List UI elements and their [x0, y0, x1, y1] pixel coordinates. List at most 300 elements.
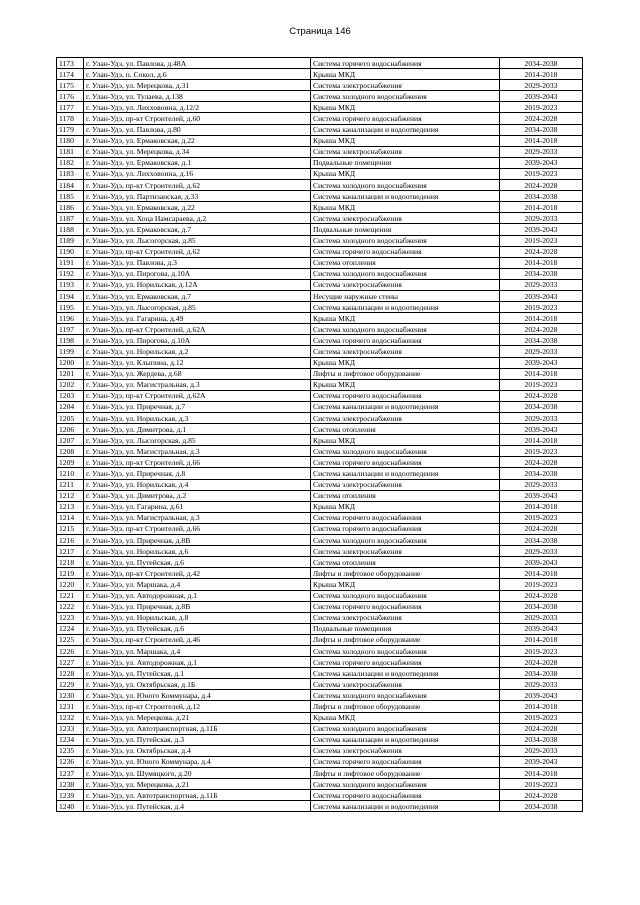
row-period: 2034-2038 [500, 601, 583, 612]
row-period: 2029-2033 [500, 80, 583, 91]
row-address: г. Улан-Удэ, ул. Мерецкова, д.34 [84, 146, 311, 157]
row-system: Система горячего водоснабжения [311, 390, 500, 401]
row-period: 2039-2043 [500, 557, 583, 568]
row-system: Система отопления [311, 257, 500, 268]
row-period: 2039-2043 [500, 91, 583, 102]
table-row [57, 590, 583, 601]
row-period: 2024-2028 [500, 723, 583, 734]
row-number: 1191 [57, 257, 84, 268]
row-number: 1210 [57, 468, 84, 479]
row-period: 2019-2023 [500, 712, 583, 723]
row-number: 1183 [57, 168, 84, 179]
row-period: 2029-2033 [500, 745, 583, 756]
row-number: 1214 [57, 512, 84, 523]
row-period: 2024-2028 [500, 790, 583, 801]
row-system: Система горячего водоснабжения [311, 657, 500, 668]
table-row [57, 768, 583, 779]
table-row [57, 701, 583, 712]
table-row [57, 745, 583, 756]
table-row [57, 324, 583, 335]
row-period: 2014-2018 [500, 135, 583, 146]
table-row [57, 601, 583, 612]
table-row [57, 80, 583, 91]
row-number: 1182 [57, 157, 84, 168]
row-number: 1218 [57, 557, 84, 568]
table-row [57, 579, 583, 590]
row-address: г. Улан-Удэ, ул. Норильская, д.8 [84, 612, 311, 623]
row-system: Система электроснабжения [311, 279, 500, 290]
row-address: г. Улан-Удэ, ул. Пирогова, д.10А [84, 268, 311, 279]
row-number: 1234 [57, 734, 84, 745]
row-period: 2024-2028 [500, 657, 583, 668]
row-address: г. Улан-Удэ, пр-кт Строителей, д.60 [84, 113, 311, 124]
row-address: г. Улан-Удэ, ул. Октябрьская, д.1Б [84, 679, 311, 690]
table-row [57, 413, 583, 424]
row-system: Система канализации и водоотведения [311, 468, 500, 479]
row-system: Система канализации и водоотведения [311, 801, 500, 812]
table-row [57, 279, 583, 290]
row-address: г. Улан-Удэ, ул. Хоца Намсараева, д.2 [84, 213, 311, 224]
row-address: г. Улан-Удэ, ул. Ермаковская, д.22 [84, 202, 311, 213]
row-period: 2039-2043 [500, 756, 583, 767]
row-address: г. Улан-Удэ, ул. Автодорожная, д.1 [84, 590, 311, 601]
row-period: 2019-2023 [500, 779, 583, 790]
row-number: 1237 [57, 768, 84, 779]
row-period: 2034-2038 [500, 124, 583, 135]
table-row [57, 568, 583, 579]
row-period: 2029-2033 [500, 612, 583, 623]
row-system: Лифты и лифтовое оборудование [311, 568, 500, 579]
row-number: 1205 [57, 413, 84, 424]
row-period: 2014-2018 [500, 768, 583, 779]
row-number: 1220 [57, 579, 84, 590]
row-system: Система канализации и водоотведения [311, 668, 500, 679]
row-number: 1197 [57, 324, 84, 335]
row-address: г. Улан-Удэ, ул. Ермаковская, д.7 [84, 290, 311, 301]
row-system: Крыша МКД [311, 712, 500, 723]
row-period: 2029-2033 [500, 679, 583, 690]
table-row [57, 390, 583, 401]
row-period: 2014-2018 [500, 501, 583, 512]
row-number: 1208 [57, 446, 84, 457]
row-address: г. Улан-Удэ, ул. Юного Коммунара, д.4 [84, 756, 311, 767]
row-address: г. Улан-Удэ, ул. Приречная, д.8 [84, 468, 311, 479]
row-system: Лифты и лифтовое оборудование [311, 768, 500, 779]
row-period: 2029-2033 [500, 213, 583, 224]
row-address: г. Улан-Удэ, ул. Димитрова, д.1 [84, 424, 311, 435]
table-row [57, 290, 583, 301]
row-address: г. Улан-Удэ, ул. Путейская, д.6 [84, 623, 311, 634]
table-row [57, 690, 583, 701]
row-number: 1224 [57, 623, 84, 634]
row-address: г. Улан-Удэ, ул. Магистральная, д.3 [84, 512, 311, 523]
row-period: 2014-2018 [500, 69, 583, 80]
row-address: г. Улан-Удэ, ул. Норильская, д.6 [84, 546, 311, 557]
row-period: 2039-2043 [500, 357, 583, 368]
table-row [57, 401, 583, 412]
row-number: 1209 [57, 457, 84, 468]
table-row [57, 457, 583, 468]
row-number: 1184 [57, 180, 84, 191]
row-number: 1216 [57, 535, 84, 546]
row-address: г. Улан-Удэ, ул. Пирогова, д.10А [84, 335, 311, 346]
page-title: Страница 146 [289, 26, 351, 37]
row-address: г. Улан-Удэ, ул. Павлова, д.3 [84, 257, 311, 268]
table-row [57, 679, 583, 690]
row-system: Система холодного водоснабжения [311, 235, 500, 246]
row-system: Система канализации и водоотведения [311, 734, 500, 745]
row-address: г. Улан-Удэ, ул. Мерецкова, д.21 [84, 779, 311, 790]
row-period: 2039-2043 [500, 290, 583, 301]
row-period: 2024-2028 [500, 390, 583, 401]
table-row [57, 224, 583, 235]
row-number: 1181 [57, 146, 84, 157]
row-address: г. Улан-Удэ, ул. Партизанская, д.33 [84, 191, 311, 202]
row-period: 2019-2023 [500, 379, 583, 390]
row-system: Система электроснабжения [311, 413, 500, 424]
row-address: г. Улан-Удэ, ул. Норильская, д.12А [84, 279, 311, 290]
table-row [57, 790, 583, 801]
row-address: г. Улан-Удэ, ул. Приречная, д.8В [84, 535, 311, 546]
row-system: Крыша МКД [311, 357, 500, 368]
row-number: 1229 [57, 679, 84, 690]
row-period: 2029-2033 [500, 479, 583, 490]
row-address: г. Улан-Удэ, ул. Автодорожная, д.1 [84, 657, 311, 668]
row-address: г. Улан-Удэ, ул. Норильская, д.3 [84, 413, 311, 424]
row-system: Система холодного водоснабжения [311, 690, 500, 701]
table-row [57, 779, 583, 790]
row-period: 2029-2033 [500, 413, 583, 424]
row-number: 1213 [57, 501, 84, 512]
row-system: Система холодного водоснабжения [311, 91, 500, 102]
row-number: 1203 [57, 390, 84, 401]
table-row [57, 102, 583, 113]
row-system: Лифты и лифтовое оборудование [311, 634, 500, 645]
row-address: г. Улан-Удэ, ул. Маршака, д.4 [84, 579, 311, 590]
row-address: г. Улан-Удэ, ул. Путейская, д.6 [84, 557, 311, 568]
row-address: г. Улан-Удэ, ул. Магистральная, д.3 [84, 379, 311, 390]
row-address: г. Улан-Удэ, ул. Павлова, д.80 [84, 124, 311, 135]
table-row [57, 191, 583, 202]
row-number: 1226 [57, 645, 84, 656]
row-system: Лифты и лифтовое оборудование [311, 701, 500, 712]
row-period: 2034-2038 [500, 268, 583, 279]
row-period: 2014-2018 [500, 701, 583, 712]
row-period: 2024-2028 [500, 457, 583, 468]
row-system: Несущие наружные стены [311, 290, 500, 301]
row-address: г. Улан-Удэ, пр-кт Строителей, д.46 [84, 634, 311, 645]
row-period: 2024-2028 [500, 324, 583, 335]
row-number: 1179 [57, 124, 84, 135]
row-period: 2014-2018 [500, 568, 583, 579]
table-row [57, 180, 583, 191]
row-number: 1240 [57, 801, 84, 812]
row-system: Система горячего водоснабжения [311, 113, 500, 124]
table-row [57, 424, 583, 435]
row-address: г. Улан-Удэ, ул. Лысогорская, д.85 [84, 302, 311, 313]
row-address: г. Улан-Удэ, ул. Мерецкова, д.21 [84, 712, 311, 723]
row-number: 1198 [57, 335, 84, 346]
row-address: г. Улан-Удэ, ул. Лиxховоина, д.16 [84, 168, 311, 179]
row-address: г. Улан-Удэ, ул. Ермаковская, д.22 [84, 135, 311, 146]
registry-table [56, 57, 583, 812]
table-row [57, 235, 583, 246]
table-row [57, 135, 583, 146]
table-row [57, 523, 583, 534]
row-system: Система канализации и водоотведения [311, 191, 500, 202]
row-address: г. Улан-Удэ, ул. Юного Коммунара, д.4 [84, 690, 311, 701]
row-address: г. Улан-Удэ, ул. Димитрова, д.2 [84, 490, 311, 501]
row-system: Подвальные помещения [311, 157, 500, 168]
row-period: 2039-2043 [500, 490, 583, 501]
row-address: г. Улан-Удэ, ул. Гагарина, д.61 [84, 501, 311, 512]
row-period: 2034-2038 [500, 801, 583, 812]
row-address: г. Улан-Удэ, ул. Приречная, д.7 [84, 401, 311, 412]
row-period: 2039-2043 [500, 157, 583, 168]
row-address: г. Улан-Удэ, пр-кт Строителей, д.62 [84, 180, 311, 191]
table-row [57, 357, 583, 368]
row-number: 1199 [57, 346, 84, 357]
row-number: 1186 [57, 202, 84, 213]
table-row [57, 557, 583, 568]
row-address: г. Улан-Удэ, пр-кт Строителей, д.62А [84, 324, 311, 335]
table-row [57, 335, 583, 346]
row-system: Система горячего водоснабжения [311, 246, 500, 257]
row-system: Крыша МКД [311, 579, 500, 590]
row-number: 1211 [57, 479, 84, 490]
row-system: Система электроснабжения [311, 479, 500, 490]
row-address: г. Улан-Удэ, ул. Ермаковская, д.1 [84, 157, 311, 168]
row-address: г. Улан-Удэ, ул. Автотранспортная, д.11Б [84, 790, 311, 801]
table-row [57, 501, 583, 512]
row-number: 1232 [57, 712, 84, 723]
row-number: 1195 [57, 302, 84, 313]
row-address: г. Улан-Удэ, ул. Мерецкова, д.31 [84, 80, 311, 91]
row-number: 1177 [57, 102, 84, 113]
row-period: 2024-2028 [500, 590, 583, 601]
row-number: 1176 [57, 91, 84, 102]
table-row [57, 379, 583, 390]
row-system: Система горячего водоснабжения [311, 335, 500, 346]
table-row [57, 490, 583, 501]
row-number: 1239 [57, 790, 84, 801]
table-row [57, 268, 583, 279]
row-system: Система холодного водоснабжения [311, 723, 500, 734]
table-row [57, 69, 583, 80]
row-number: 1223 [57, 612, 84, 623]
row-number: 1180 [57, 135, 84, 146]
row-number: 1227 [57, 657, 84, 668]
row-number: 1189 [57, 235, 84, 246]
row-period: 2029-2033 [500, 279, 583, 290]
table-row [57, 58, 583, 69]
table-row [57, 246, 583, 257]
row-system: Система горячего водоснабжения [311, 523, 500, 534]
row-address: г. Улан-Удэ, ул. Маршака, д.4 [84, 645, 311, 656]
row-period: 2014-2018 [500, 435, 583, 446]
row-period: 2034-2038 [500, 191, 583, 202]
row-number: 1238 [57, 779, 84, 790]
row-number: 1222 [57, 601, 84, 612]
row-number: 1207 [57, 435, 84, 446]
row-period: 2019-2023 [500, 645, 583, 656]
row-system: Система канализации и водоотведения [311, 124, 500, 135]
row-address: г. Улан-Удэ, ул. Приречная, д.8В [84, 601, 311, 612]
table-row [57, 302, 583, 313]
row-address: г. Улан-Удэ, ул. Гагарина, д.49 [84, 313, 311, 324]
row-number: 1193 [57, 279, 84, 290]
row-system: Система горячего водоснабжения [311, 756, 500, 767]
table-row [57, 368, 583, 379]
row-number: 1233 [57, 723, 84, 734]
row-period: 2039-2043 [500, 690, 583, 701]
row-number: 1228 [57, 668, 84, 679]
row-address: г. Улан-Удэ, ул. Клыпина, д.12 [84, 357, 311, 368]
row-system: Крыша МКД [311, 135, 500, 146]
table-row [57, 446, 583, 457]
row-number: 1206 [57, 424, 84, 435]
table-row [57, 668, 583, 679]
row-period: 2024-2028 [500, 180, 583, 191]
row-address: г. Улан-Удэ, ул. Шумяцкого, д.20 [84, 768, 311, 779]
row-system: Система электроснабжения [311, 612, 500, 623]
row-system: Крыша МКД [311, 313, 500, 324]
row-number: 1215 [57, 523, 84, 534]
row-number: 1204 [57, 401, 84, 412]
row-system: Система холодного водоснабжения [311, 590, 500, 601]
table-row [57, 157, 583, 168]
row-address: г. Улан-Удэ, ул. Автотранспортная, д.11Б [84, 723, 311, 734]
table-row [57, 146, 583, 157]
row-period: 2019-2023 [500, 235, 583, 246]
row-number: 1217 [57, 546, 84, 557]
row-number: 1212 [57, 490, 84, 501]
row-system: Система электроснабжения [311, 745, 500, 756]
row-period: 2019-2023 [500, 302, 583, 313]
row-period: 2029-2033 [500, 346, 583, 357]
row-number: 1202 [57, 379, 84, 390]
row-system: Система холодного водоснабжения [311, 446, 500, 457]
row-period: 2039-2043 [500, 623, 583, 634]
row-system: Система канализации и водоотведения [311, 401, 500, 412]
row-number: 1173 [57, 58, 84, 69]
row-address: г. Улан-Удэ, ул. Путейская, д.3 [84, 734, 311, 745]
table-row [57, 512, 583, 523]
row-period: 2039-2043 [500, 224, 583, 235]
row-address: г. Улан-Удэ, ул. Лысогорская, д.85 [84, 435, 311, 446]
row-address: г. Улан-Удэ, ул. Жердева, д.68 [84, 368, 311, 379]
row-number: 1194 [57, 290, 84, 301]
row-period: 2024-2028 [500, 523, 583, 534]
row-period: 2034-2038 [500, 668, 583, 679]
row-system: Система горячего водоснабжения [311, 512, 500, 523]
row-system: Крыша МКД [311, 202, 500, 213]
row-number: 1187 [57, 213, 84, 224]
row-number: 1178 [57, 113, 84, 124]
row-system: Система горячего водоснабжения [311, 457, 500, 468]
row-period: 2024-2028 [500, 246, 583, 257]
row-address: г. Улан-Удэ, ул. Норильская, д.2 [84, 346, 311, 357]
row-number: 1201 [57, 368, 84, 379]
row-address: г. Улан-Удэ, п. Сокол, д.6 [84, 69, 311, 80]
row-system: Система горячего водоснабжения [311, 601, 500, 612]
row-system: Крыша МКД [311, 435, 500, 446]
row-system: Система электроснабжения [311, 546, 500, 557]
row-number: 1196 [57, 313, 84, 324]
table-row [57, 546, 583, 557]
row-number: 1200 [57, 357, 84, 368]
row-number: 1192 [57, 268, 84, 279]
row-address: г. Улан-Удэ, ул. Лиxховоина, д.12/2 [84, 102, 311, 113]
row-address: г. Улан-Удэ, ул. Октябрьская, д.4 [84, 745, 311, 756]
row-address: г. Улан-Удэ, ул. Магистральная, д.3 [84, 446, 311, 457]
row-system: Крыша МКД [311, 379, 500, 390]
table-row [57, 723, 583, 734]
row-system: Система электроснабжения [311, 213, 500, 224]
table-row [57, 612, 583, 623]
table-row [57, 479, 583, 490]
row-system: Система холодного водоснабжения [311, 268, 500, 279]
row-number: 1174 [57, 69, 84, 80]
table-row [57, 346, 583, 357]
row-period: 2029-2033 [500, 546, 583, 557]
table-row [57, 645, 583, 656]
row-period: 2034-2038 [500, 535, 583, 546]
row-address: г. Улан-Удэ, пр-кт Строителей, д.66 [84, 457, 311, 468]
row-system: Система холодного водоснабжения [311, 645, 500, 656]
row-number: 1231 [57, 701, 84, 712]
row-number: 1219 [57, 568, 84, 579]
row-address: г. Улан-Удэ, пр-кт Строителей, д.42 [84, 568, 311, 579]
row-period: 2019-2023 [500, 512, 583, 523]
row-system: Крыша МКД [311, 168, 500, 179]
row-period: 2014-2018 [500, 257, 583, 268]
row-number: 1235 [57, 745, 84, 756]
row-address: г. Улан-Удэ, ул. Лысогорская, д.85 [84, 235, 311, 246]
row-system: Система отопления [311, 557, 500, 568]
table-row [57, 113, 583, 124]
table-row [57, 756, 583, 767]
table-row [57, 202, 583, 213]
table-row [57, 634, 583, 645]
row-address: г. Улан-Удэ, ул. Норильская, д.4 [84, 479, 311, 490]
table-row [57, 801, 583, 812]
row-system: Подвальные помещения [311, 224, 500, 235]
row-system: Крыша МКД [311, 69, 500, 80]
row-address: г. Улан-Удэ, ул. Тулаева, д.138 [84, 91, 311, 102]
row-system: Система отопления [311, 490, 500, 501]
table-row [57, 257, 583, 268]
row-system: Система электроснабжения [311, 146, 500, 157]
registry-table-body [57, 58, 583, 812]
row-address: г. Улан-Удэ, ул. Ермаковская, д.7 [84, 224, 311, 235]
row-system: Система электроснабжения [311, 80, 500, 91]
table-row [57, 468, 583, 479]
row-period: 2014-2018 [500, 368, 583, 379]
table-row [57, 124, 583, 135]
table-row [57, 623, 583, 634]
row-system: Система холодного водоснабжения [311, 779, 500, 790]
table-row [57, 313, 583, 324]
row-period: 2024-2028 [500, 113, 583, 124]
row-system: Система электроснабжения [311, 346, 500, 357]
row-period: 2014-2018 [500, 202, 583, 213]
row-system: Система холодного водоснабжения [311, 535, 500, 546]
row-period: 2014-2018 [500, 313, 583, 324]
row-period: 2014-2018 [500, 634, 583, 645]
row-number: 1175 [57, 80, 84, 91]
row-system: Подвальные помещения [311, 623, 500, 634]
